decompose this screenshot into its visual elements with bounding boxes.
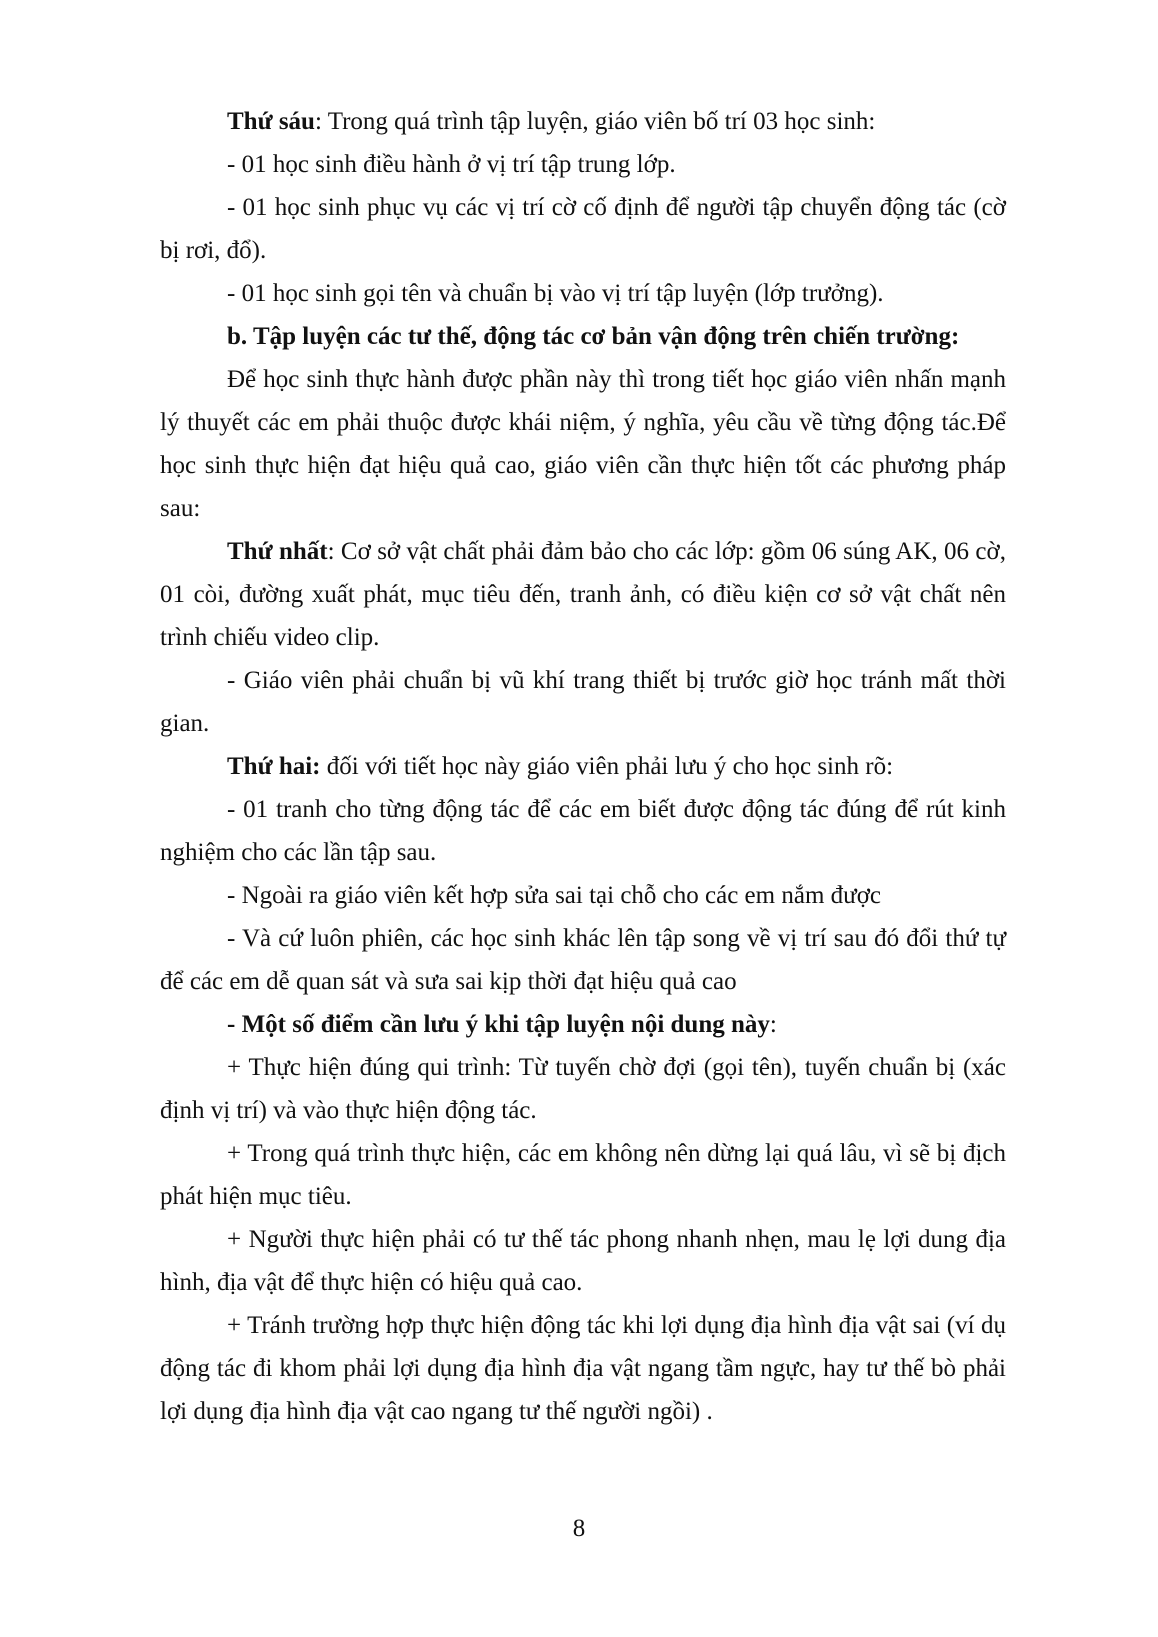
page-number: 8 <box>572 1515 586 1542</box>
paragraph-thu-sau <box>160 100 1006 143</box>
paragraph-text: đối với tiết học này giáo viên phải lưu ý cho học sinh rõ: <box>320 753 894 780</box>
paragraph-thu-nhat <box>160 530 1006 659</box>
notes-heading <box>160 1003 1006 1046</box>
bold-lead: Thứ nhất <box>227 538 328 565</box>
paragraph-text: : Cơ sở vật chất phải đảm bảo cho các lớp: gồm 06 súng AK, 06 cờ, 01 còi, đường xuất phát, mục tiêu đến, tranh ảnh, có điều kiện cơ sở vật chất nên trình chiếu video clip. <box>160 538 1006 651</box>
list-item: - 01 học sinh gọi tên và chuẩn bị vào vị trí tập luyện (lớp trưởng). <box>227 280 884 307</box>
list-item: - 01 tranh cho từng động tác để các em biết được động tác đúng để rút kinh nghiệm cho các lần tập sau. <box>160 796 1006 866</box>
bold-lead: Thứ hai: <box>227 753 321 780</box>
list-item: - 01 học sinh điều hành ở vị trí tập trung lớp. <box>227 151 676 178</box>
list-item: + Thực hiện đúng qui trình: Từ tuyến chờ đợi (gọi tên), tuyến chuẩn bị (xác định vị trí) và vào thực hiện động tác. <box>160 1054 1006 1124</box>
paragraph-text: : <box>769 1011 777 1038</box>
list-item: - 01 học sinh phục vụ các vị trí cờ cố định để người tập chuyển động tác (cờ bị rơi, đổ). <box>160 194 1006 264</box>
list-item: + Tránh trường hợp thực hiện động tác khi lợi dụng địa hình địa vật sai (ví dụ động tác đi khom phải lợi dụng địa hình địa vật ngang tầm ngực, hay tư thế bò phải lợi dụng địa hình địa vật cao ngang tư thế người ngồi) . <box>160 1312 1006 1425</box>
list-item: + Trong quá trình thực hiện, các em không nên dừng lại quá lâu, vì sẽ bị địch phát hiện mục tiêu. <box>160 1140 1006 1210</box>
bold-lead: - Một số điểm cần lưu ý khi tập luyện nội dung này <box>227 1011 770 1038</box>
bold-lead: Thứ sáu <box>227 108 315 135</box>
paragraph-text: : Trong quá trình tập luyện, giáo viên bố trí 03 học sinh: <box>314 108 876 135</box>
section-heading-b: b. Tập luyện các tư thế, động tác cơ bản vận động trên chiến trường: <box>227 323 960 350</box>
list-item: - Giáo viên phải chuẩn bị vũ khí trang thiết bị trước giờ học tránh mất thời gian. <box>160 667 1006 737</box>
paragraph: Để học sinh thực hành được phần này thì trong tiết học giáo viên nhấn mạnh lý thuyết các em phải thuộc được khái niệm, ý nghĩa, yêu cầu về từng động tác.Để học sinh thực hiện đạt hiệu quả cao, giáo viên cần thực hiện tốt các phương pháp sau: <box>160 366 1006 522</box>
list-item: - Ngoài ra giáo viên kết hợp sửa sai tại chỗ cho các em nắm được <box>227 882 882 909</box>
document-body <box>160 100 1006 1433</box>
list-item: - Và cứ luôn phiên, các học sinh khác lên tập song về vị trí sau đó đổi thứ tự để các em dễ quan sát và sưa sai kịp thời đạt hiệu quả cao <box>160 925 1006 995</box>
list-item: + Người thực hiện phải có tư thế tác phong nhanh nhẹn, mau lẹ lợi dung địa hình, địa vật để thực hiện có hiệu quả cao. <box>160 1226 1006 1296</box>
paragraph-thu-hai <box>160 745 1006 788</box>
